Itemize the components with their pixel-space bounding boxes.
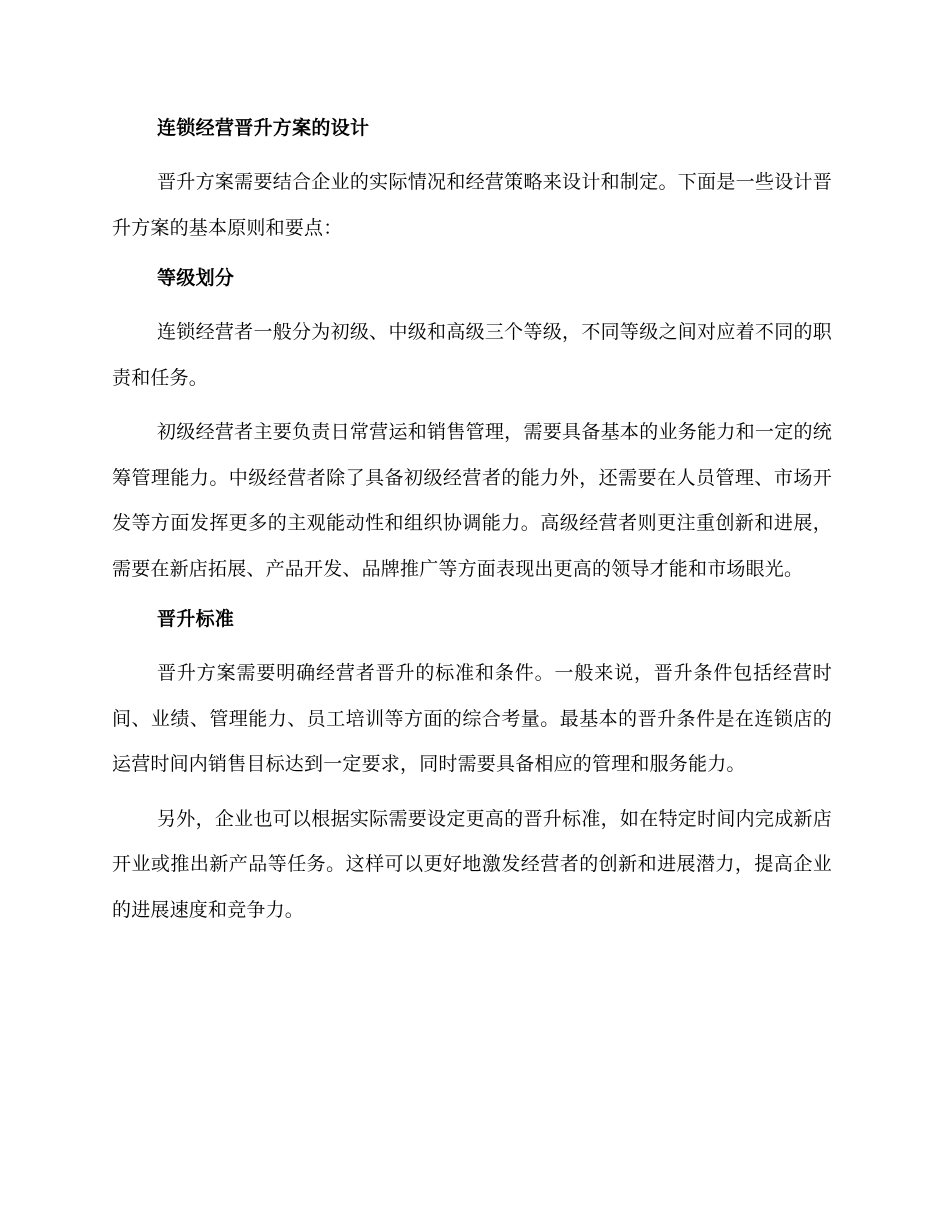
criteria-paragraph-2: 另外，企业也可以根据实际需要设定更高的晋升标准，如在特定时间内完成新店开业或推出新产品等任务。这样可以更好地激发经营者的创新和进展潜力，提高企业的进展速度和竞争力。	[112, 807, 832, 921]
document-page	[112, 110, 832, 942]
intro-paragraph: 晋升方案需要结合企业的实际情况和经营策略来设计和制定。下面是一些设计晋升方案的基本原则和要点：	[112, 171, 832, 239]
levels-paragraph-2: 初级经营者主要负责日常营运和销售管理，需要具备基本的业务能力和一定的统筹管理能力。中级经营者除了具备初级经营者的能力外，还需要在人员管理、市场开发等方面发挥更多的主观能动性和组织协调能力。高级经营者则更注重创新和进展，需要在新店拓展、产品开发、品牌推广等方面表现出更高的领导才能和市场眼光。	[112, 421, 832, 580]
criteria-paragraph-1: 晋升方案需要明确经营者晋升的标准和条件。一般来说，晋升条件包括经营时间、业绩、管理能力、员工培训等方面的综合考量。最基本的晋升条件是在连锁店的运营时间内销售目标达到一定要求，同时需要具备相应的管理和服务能力。	[112, 662, 832, 775]
section-heading-levels: 等级划分	[157, 267, 235, 289]
levels-paragraph-1: 连锁经营者一般分为初级、中级和高级三个等级，不同等级之间对应着不同的职责和任务。	[112, 321, 832, 389]
section-heading-main: 连锁经营晋升方案的设计	[157, 117, 370, 139]
section-heading-criteria: 晋升标准	[157, 608, 235, 630]
